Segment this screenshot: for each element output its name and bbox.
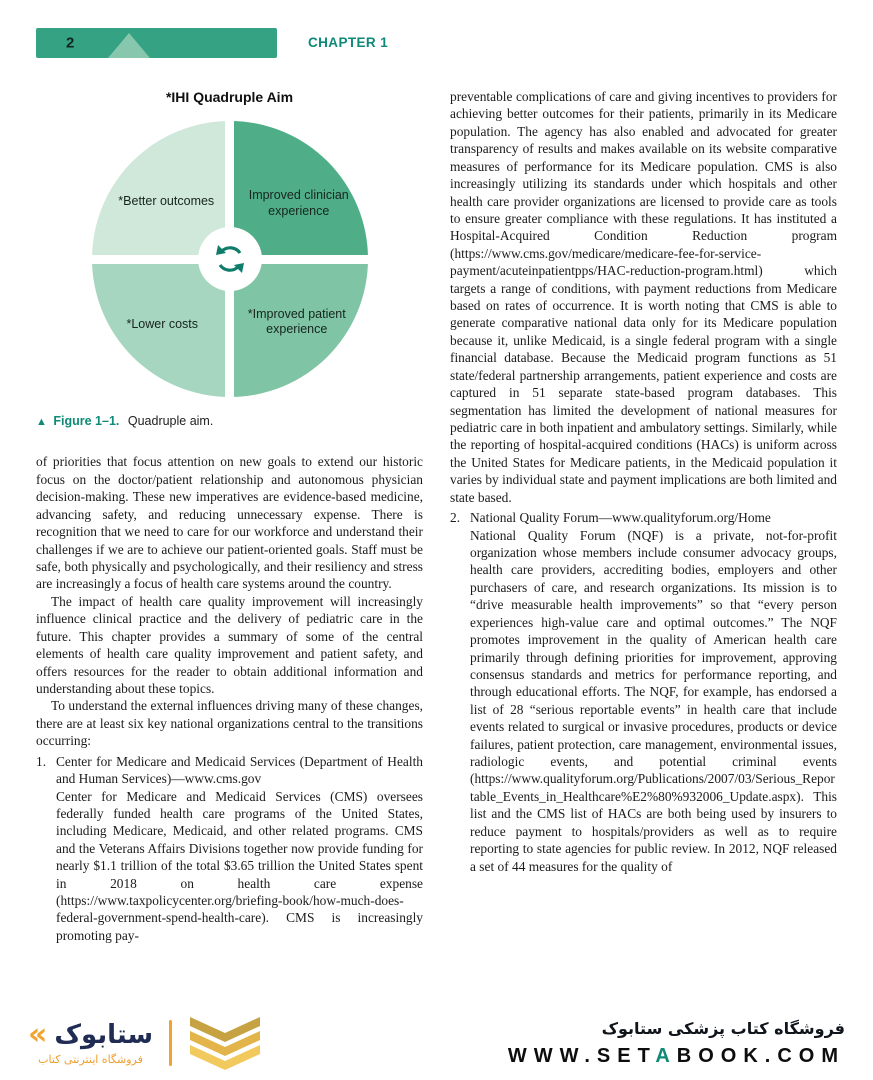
quadrant-clinician-experience bbox=[234, 121, 368, 255]
left-column bbox=[36, 88, 423, 1006]
body-paragraph: To understand the external influences driving many of these changes, there are at least six key national organizations central to the transitions occurring: bbox=[36, 698, 423, 749]
quadrant-label: *Lower costs bbox=[126, 316, 199, 331]
body-paragraph: The impact of health care quality improvement will increasingly influence clinical practice and the delivery of pediatric care in the future. This chapter provides a summary of some of the central elements of health care quality improvement and patient safety, and offers resources for the reader to obtain additional information and understanding about these topics. bbox=[36, 593, 423, 696]
numbered-item-1 bbox=[36, 753, 423, 945]
item-title: Center for Medicare and Medicaid Services (Department of Health and Human Services)—www.cms.gov bbox=[56, 753, 423, 787]
quadruple-aim-diagram bbox=[92, 121, 368, 397]
footer-right-block bbox=[508, 1019, 845, 1068]
logo-subtitle: فروشگاه اینترنتی کتاب bbox=[38, 1053, 143, 1066]
cycle-hub bbox=[198, 227, 262, 291]
logo-chevrons-icon: « bbox=[28, 1017, 48, 1052]
setabook-logo bbox=[28, 1017, 154, 1066]
logo-name: ستابوک bbox=[54, 1020, 154, 1050]
item-number: 2. bbox=[450, 510, 461, 526]
item-content bbox=[56, 753, 423, 945]
url-accent-letter: A bbox=[655, 1044, 677, 1067]
stacked-chevrons-emblem-icon bbox=[188, 1015, 262, 1071]
site-url bbox=[508, 1045, 845, 1068]
caption-triangle-icon: ▲ bbox=[36, 416, 47, 429]
page-number: 2 bbox=[66, 34, 75, 52]
url-prefix: WWW.SET bbox=[507, 1044, 656, 1067]
url-suffix: BOOK.COM bbox=[676, 1044, 845, 1067]
publisher-footer bbox=[0, 1006, 873, 1080]
item-body: Center for Medicare and Medicaid Services (CMS) oversees federally funded health care programs of the United States, including Medicare, Medicaid, and other related programs. CMS and the Veterans Affairs Divisions together now provide funding for nearly $1.1 trillion of the total $3.65 trillion the United States spent in 2018 on health care expense (https://www.taxpolicycenter.org/briefing-book/how-much-does-federal-government-spend-health-care). CMS is increasingly promoting pay- bbox=[56, 788, 423, 943]
figure-1-1 bbox=[36, 88, 423, 429]
figure-caption-text: Quadruple aim. bbox=[127, 414, 214, 429]
quadrant-better-outcomes bbox=[92, 121, 226, 255]
circular-arrows-icon bbox=[210, 239, 250, 279]
quadrant-patient-experience bbox=[234, 264, 368, 398]
two-column-text bbox=[36, 88, 837, 1006]
numbered-item-2 bbox=[450, 509, 837, 875]
store-title: فروشگاه کتاب پزشکی ستابوک bbox=[601, 1018, 845, 1038]
figure-title: *IHI Quadruple Aim bbox=[165, 89, 294, 105]
item-content bbox=[470, 509, 837, 875]
item-title: National Quality Forum—www.qualityforum.org/Home bbox=[470, 510, 771, 526]
figure-caption bbox=[36, 413, 423, 429]
item-body: National Quality Forum (NQF) is a private, not-for-profit organization whose members include consumer advocacy groups, health care providers, accrediting bodies, employers and other purchasers of care, and research organizations. Its mission is to “drive measurable health improvements” so that “every person experiences high-value care and optimal outcomes.” The NQF promotes improvement in the quality of American health care primarily through defining priorities for improvement, approving consensus standards and metrics for performance reporting, and through educational efforts. The NQF, for example, has endorsed a list of 28 “serious reportable events” in health care that include events related to surgical or invasive procedures, products or device failures, patient protection, care management, environmental issues, radiologic events, and potential criminal events (https://www.qualityforum.org/Publications/2007/03/Serious_Reportable_Events_in_Healthcare%E2%80%932006_Update.aspx). This list and the CMS list of HACs are both being used by insurers to reduce payment to hospitals/providers as well as to require reporting to state agencies for public review. In 2012, NQF released a set of 44 measures for the quality of bbox=[470, 527, 837, 874]
page-header-bar bbox=[36, 28, 277, 58]
quadrant-lower-costs bbox=[92, 264, 226, 398]
body-paragraph: preventable complications of care and giving incentives to providers for achieving better outcomes for their patients, primarily in its Medicare population. The agency has also enabled and advocated for greater transparency of results and makes available on its website comparative measures of performance for its Medicare population. CMS is also increasingly utilizing its standards under which hospitals and other health care provider organizations are licensed to provide care as tools to ensure greater compliance with these regulations. It has instituted a Hospital-Acquired Condition Reduction program (https://www.cms.gov/medicare/medicare-fee-for-service-payment/acuteinpatientpps/HAC-reduction-program.html) which targets a range of conditions, with payment reductions from Medicare based on rates of occurrence. It is worth noting that CMS is able to generate comparative national data only for its Medicare population because it, unlike Medicaid, is a single federal program with a single financial database. Because the Medicaid program functions as 51 state/federal partnership arrangements, patient experience and costs are captured in 51 separate state-based program databases. This segmentation has limited the development of national measures for pediatric care in both inpatient and ambulatory settings. Similarly, while the reporting of hospital-acquired conditions (HACs) is uniform across the United States for Medicare patients, in the Medicaid population it varies by individual state and payment implications are both limited and state based. bbox=[450, 89, 837, 505]
figure-caption-label: Figure 1–1. bbox=[53, 414, 120, 429]
quadrant-label: Improved clinician experience bbox=[248, 188, 349, 218]
right-column bbox=[450, 88, 837, 1006]
logo-row bbox=[28, 1017, 154, 1052]
header-triangle-icon bbox=[108, 33, 150, 58]
item-number: 1. bbox=[36, 753, 47, 769]
quadrant-label: *Improved patient experience bbox=[247, 306, 346, 337]
footer-divider bbox=[169, 1020, 172, 1066]
chapter-label: CHAPTER 1 bbox=[308, 35, 389, 50]
body-paragraph: of priorities that focus attention on new goals to extend our historic focus on the doctor/patient relationship and autonomous physician decision-making. These new imperatives are evidence-based medicine, advancing safety, and reducing unnecessary expense. There is recognition that we need to care for our workforce and understand their challenges if we are to achieve our patient-oriented goals. Staff must be safe, both physically and psychologically, and their resiliency and stress are increasingly a focus of health care systems around the country. bbox=[36, 454, 423, 592]
quadrant-label: *Better outcomes bbox=[118, 194, 215, 209]
